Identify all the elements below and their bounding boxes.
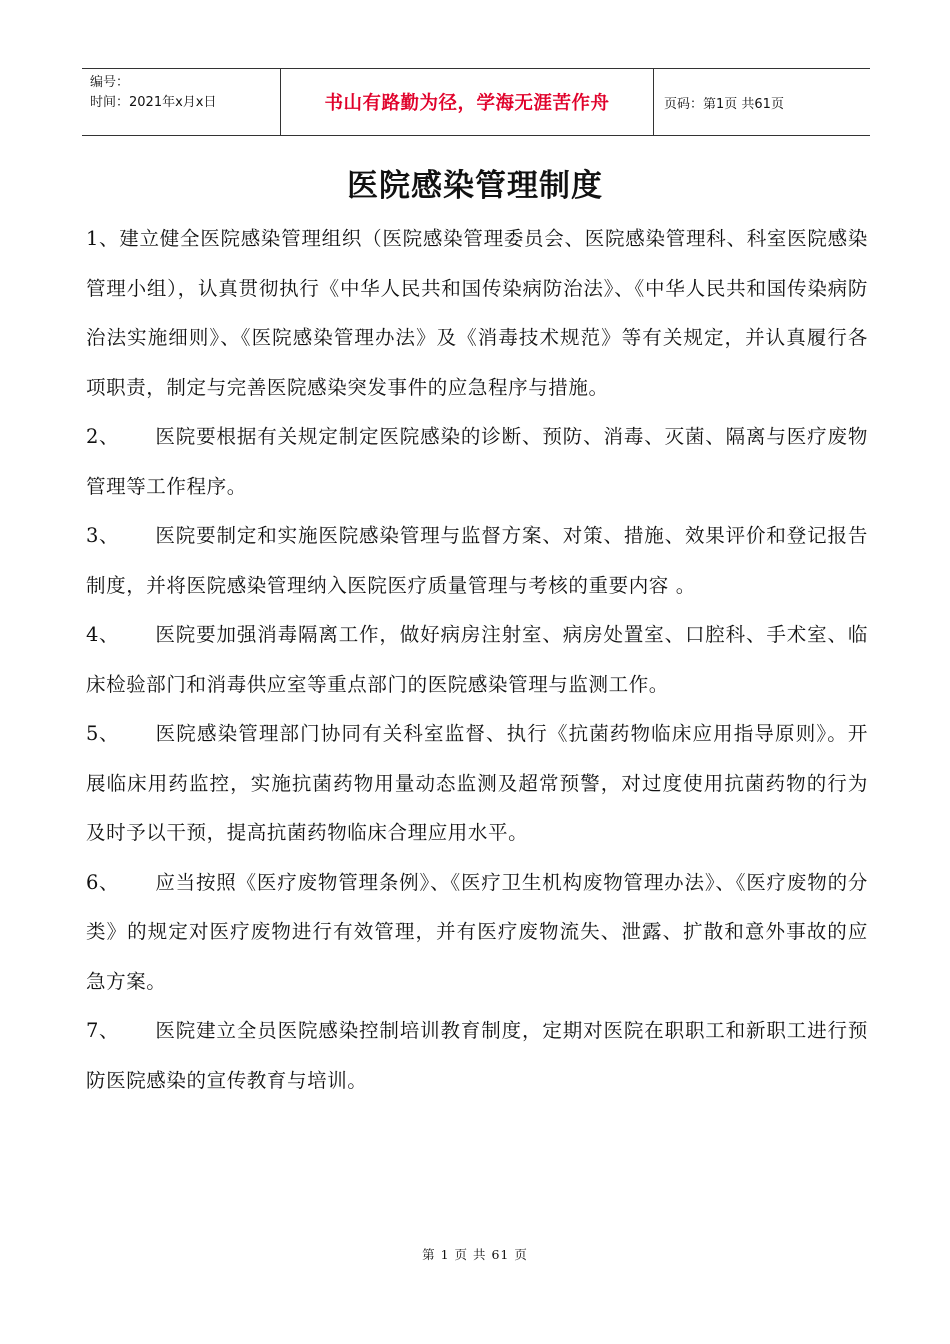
header-meta	[82, 69, 280, 135]
document-body	[86, 214, 868, 1105]
paragraph-number: 5、	[86, 722, 120, 745]
paragraph-2	[86, 412, 868, 511]
paragraph-number: 1、	[86, 227, 120, 250]
paragraph-number: 2、	[86, 425, 120, 448]
document-header	[82, 68, 870, 136]
header-page-info: 页码：第1页 共61页	[664, 96, 784, 112]
paragraph-text: 建立健全医院感染管理组织（医院感染管理委员会、医院感染管理科、科室医院感染管理小组），认真贯彻执行《中华人民共和国传染病防治法》、《中华人民共和国传染病防治法实施细则》、《医院感染管理办法》及《消毒技术规范》等有关规定，并认真履行各项职责，制定与完善医院感染突发事件的应急程序与措施。	[86, 227, 868, 399]
header-motto: 书山有路勤为径，学海无涯苦作舟	[324, 93, 610, 114]
paragraph-number: 7、	[86, 1019, 120, 1042]
page-title: 医院感染管理制度	[347, 168, 603, 204]
paragraph-text: 医院要根据有关规定制定医院感染的诊断、预防、消毒、灭菌、隔离与医疗废物管理等工作程序。	[86, 425, 868, 498]
page-footer: 第 1 页 共 61 页	[422, 1247, 528, 1262]
paragraph-7	[86, 1006, 868, 1105]
paragraph-4	[86, 610, 868, 709]
document-date: 时间：2021年x月x日	[90, 95, 217, 110]
paragraph-5	[86, 709, 868, 858]
paragraph-6	[86, 858, 868, 1007]
paragraph-text: 医院建立全员医院感染控制培训教育制度，定期对医院在职职工和新职工进行预防医院感染的宣传教育与培训。	[86, 1019, 868, 1092]
paragraph-number: 6、	[86, 870, 120, 894]
paragraph-text: 医院要制定和实施医院感染管理与监督方案、对策、措施、效果评价和登记报告制度，并将医院感染管理纳入医院医疗质量管理与考核的重要内容 。	[86, 524, 868, 597]
paragraph-number: 4、	[86, 623, 120, 646]
header-page-info-cell	[654, 69, 870, 135]
header-motto-cell	[280, 69, 654, 135]
paragraph-1	[86, 214, 868, 412]
paragraph-text: 应当按照《医疗废物管理条例》、《医疗卫生机构废物管理办法》、《医疗废物的分类》的规定对医疗废物进行有效管理，并有医疗废物流失、泄露、扩散和意外事故的应急方案。	[86, 870, 868, 993]
paragraph-text: 医院感染管理部门协同有关科室监督、执行《抗菌药物临床应用指导原则》。开展临床用药监控，实施抗菌药物用量动态监测及超常预警，对过度使用抗菌药物的行为及时予以干预，提高抗菌药物临床合理应用水平。	[86, 722, 868, 844]
paragraph-number: 3、	[86, 524, 120, 547]
document-number-label: 编号：	[90, 75, 130, 90]
paragraph-text: 医院要加强消毒隔离工作，做好病房注射室、病房处置室、口腔科、手术室、临床检验部门和消毒供应室等重点部门的医院感染管理与监测工作。	[86, 623, 868, 696]
paragraph-3	[86, 511, 868, 610]
